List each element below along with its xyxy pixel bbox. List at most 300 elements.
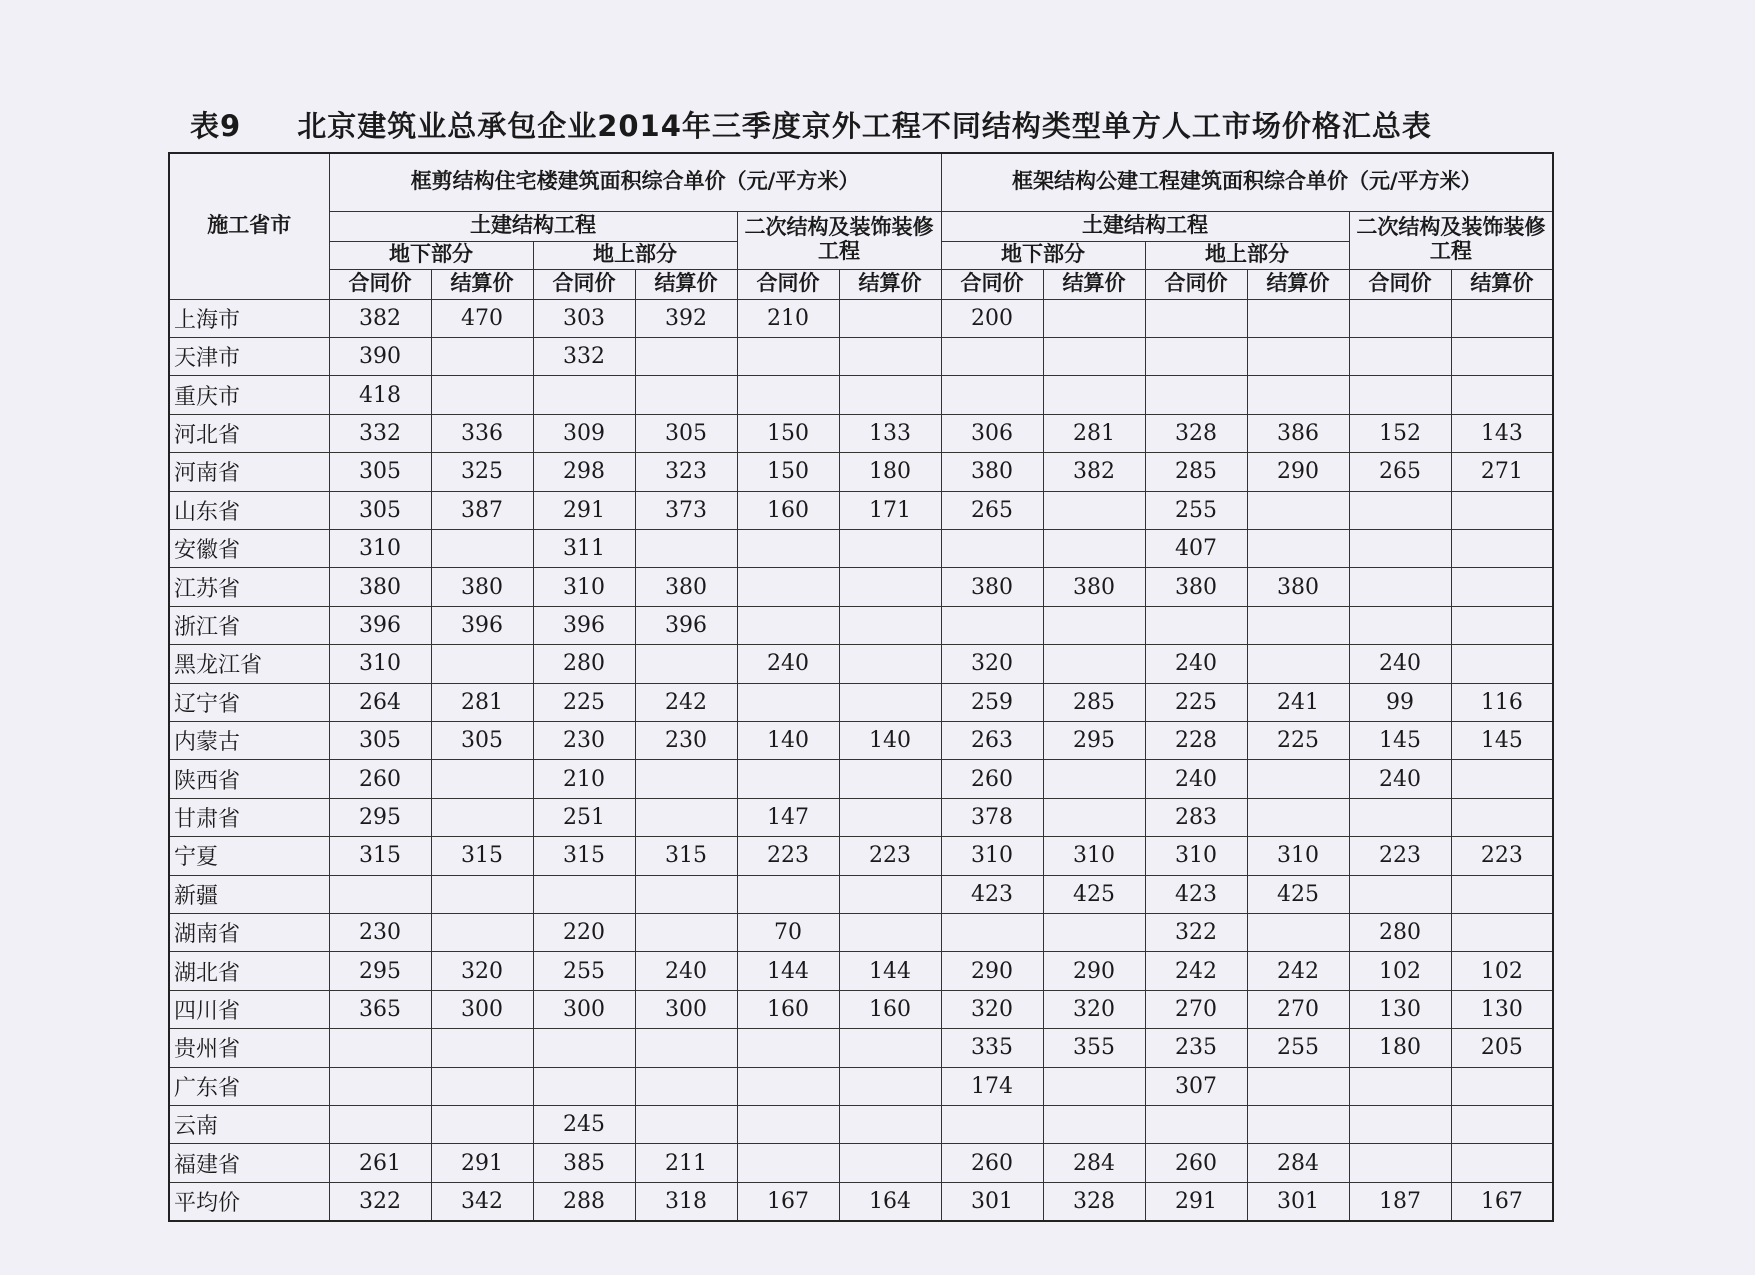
price-cell: 211: [635, 1144, 737, 1182]
price-cell: 187: [1349, 1182, 1451, 1221]
price-cell: 295: [329, 952, 431, 990]
province-cell: 宁夏: [169, 837, 329, 875]
price-cell: [1043, 299, 1145, 337]
province-cell: 平均价: [169, 1182, 329, 1221]
province-cell: 黑龙江省: [169, 645, 329, 683]
province-cell: 贵州省: [169, 1029, 329, 1067]
price-cell: 281: [431, 683, 533, 721]
price-cell: 332: [329, 414, 431, 452]
price-cell: [1349, 376, 1451, 414]
price-cell: 328: [1043, 1182, 1145, 1221]
price-cell: [1247, 337, 1349, 375]
price-cell: [1145, 299, 1247, 337]
price-cell: 284: [1247, 1144, 1349, 1182]
price-cell: [941, 1106, 1043, 1144]
table-row: [169, 299, 1553, 337]
price-cell: [839, 645, 941, 683]
price-cell: [839, 798, 941, 836]
table-number: 表9: [190, 109, 242, 143]
price-cell: 230: [533, 721, 635, 759]
price-cell: [941, 376, 1043, 414]
price-cell: 235: [1145, 1029, 1247, 1067]
price-cell: [1451, 606, 1553, 644]
price-cell: 380: [1145, 568, 1247, 606]
price-cell: [1451, 376, 1553, 414]
price-cell: 242: [1145, 952, 1247, 990]
price-cell: 310: [533, 568, 635, 606]
aboveground-header: 地上部分: [1145, 241, 1349, 269]
price-cell: 261: [329, 1144, 431, 1182]
price-cell: 255: [533, 952, 635, 990]
price-cell: 255: [1145, 491, 1247, 529]
price-cell: 240: [1349, 760, 1451, 798]
price-cell: 174: [941, 1067, 1043, 1105]
table-row: [169, 914, 1553, 952]
province-cell: 河北省: [169, 414, 329, 452]
price-cell: 290: [1043, 952, 1145, 990]
price-cell: 271: [1451, 453, 1553, 491]
table-row: [169, 606, 1553, 644]
price-cell: [1247, 606, 1349, 644]
settlement-price-header: 结算价: [635, 269, 737, 299]
aboveground-header: 地上部分: [533, 241, 737, 269]
price-cell: [737, 875, 839, 913]
price-cell: 380: [941, 453, 1043, 491]
price-cell: [431, 376, 533, 414]
table-row: [169, 491, 1553, 529]
price-cell: [1043, 376, 1145, 414]
price-cell: [431, 529, 533, 567]
province-cell: 内蒙古: [169, 721, 329, 759]
price-cell: [1145, 606, 1247, 644]
price-cell: [431, 760, 533, 798]
price-cell: [533, 1029, 635, 1067]
price-cell: [737, 568, 839, 606]
table-row: [169, 337, 1553, 375]
price-cell: 365: [329, 990, 431, 1028]
price-cell: 380: [431, 568, 533, 606]
price-cell: [635, 337, 737, 375]
price-cell: [1451, 337, 1553, 375]
price-cell: [839, 376, 941, 414]
table-row: [169, 1029, 1553, 1067]
price-cell: [329, 875, 431, 913]
price-cell: 130: [1349, 990, 1451, 1028]
settlement-price-header: 结算价: [1043, 269, 1145, 299]
price-cell: [635, 914, 737, 952]
table-row: [169, 414, 1553, 452]
price-cell: 285: [1145, 453, 1247, 491]
price-cell: 323: [635, 453, 737, 491]
price-cell: 223: [1451, 837, 1553, 875]
price-cell: [1349, 1144, 1451, 1182]
price-cell: [737, 529, 839, 567]
price-cell: [1451, 1067, 1553, 1105]
price-cell: 310: [329, 645, 431, 683]
price-cell: [1349, 1067, 1451, 1105]
province-cell: 上海市: [169, 299, 329, 337]
price-cell: 385: [533, 1144, 635, 1182]
contract-price-header: 合同价: [941, 269, 1043, 299]
price-cell: [431, 1067, 533, 1105]
price-cell: [329, 1106, 431, 1144]
contract-price-header: 合同价: [1145, 269, 1247, 299]
table-row: [169, 837, 1553, 875]
price-cell: [1349, 568, 1451, 606]
province-cell: 新疆: [169, 875, 329, 913]
price-cell: [1043, 1067, 1145, 1105]
price-cell: [1247, 1067, 1349, 1105]
price-cell: 245: [533, 1106, 635, 1144]
price-cell: 160: [737, 491, 839, 529]
civil-header: 土建结构工程: [941, 211, 1349, 241]
price-cell: 305: [635, 414, 737, 452]
price-cell: [1043, 645, 1145, 683]
price-cell: 133: [839, 414, 941, 452]
price-cell: [941, 606, 1043, 644]
price-cell: [431, 1029, 533, 1067]
price-cell: 311: [533, 529, 635, 567]
price-cell: 130: [1451, 990, 1553, 1028]
settlement-price-header: 结算价: [839, 269, 941, 299]
price-cell: [839, 606, 941, 644]
price-cell: 223: [839, 837, 941, 875]
price-cell: 387: [431, 491, 533, 529]
price-cell: [941, 337, 1043, 375]
table-row: [169, 952, 1553, 990]
price-cell: [737, 1106, 839, 1144]
price-cell: 390: [329, 337, 431, 375]
table-row: [169, 376, 1553, 414]
price-cell: [839, 1106, 941, 1144]
price-cell: [1349, 337, 1451, 375]
price-cell: [941, 529, 1043, 567]
table-title: 北京建筑业总承包企业2014年三季度京外工程不同结构类型单方人工市场价格汇总表: [297, 109, 1432, 143]
province-cell: 安徽省: [169, 529, 329, 567]
province-cell: 四川省: [169, 990, 329, 1028]
province-cell: 湖南省: [169, 914, 329, 952]
price-cell: 423: [1145, 875, 1247, 913]
price-cell: [1349, 606, 1451, 644]
price-cell: [1451, 1106, 1553, 1144]
price-cell: 102: [1451, 952, 1553, 990]
price-cell: [737, 683, 839, 721]
price-cell: 70: [737, 914, 839, 952]
price-table: [168, 152, 1554, 1222]
price-cell: [1043, 337, 1145, 375]
price-cell: [1145, 1106, 1247, 1144]
price-cell: 386: [1247, 414, 1349, 452]
contract-price-header: 合同价: [1349, 269, 1451, 299]
table-header: [169, 153, 1553, 299]
price-cell: [635, 1029, 737, 1067]
price-cell: 255: [1247, 1029, 1349, 1067]
price-cell: 315: [329, 837, 431, 875]
price-cell: 284: [1043, 1144, 1145, 1182]
price-cell: 152: [1349, 414, 1451, 452]
price-cell: 251: [533, 798, 635, 836]
price-cell: [1043, 606, 1145, 644]
secondary-header: 二次结构及装饰装修工程: [737, 211, 941, 269]
price-cell: 305: [431, 721, 533, 759]
price-cell: [1451, 760, 1553, 798]
price-cell: [839, 337, 941, 375]
price-cell: 228: [1145, 721, 1247, 759]
price-cell: 225: [1247, 721, 1349, 759]
price-cell: [1349, 875, 1451, 913]
price-cell: [1247, 376, 1349, 414]
price-cell: 373: [635, 491, 737, 529]
price-cell: 223: [1349, 837, 1451, 875]
price-cell: [533, 875, 635, 913]
price-cell: [1451, 568, 1553, 606]
province-cell: 辽宁省: [169, 683, 329, 721]
price-cell: 332: [533, 337, 635, 375]
price-cell: 240: [1145, 760, 1247, 798]
price-cell: 305: [329, 491, 431, 529]
price-cell: 265: [941, 491, 1043, 529]
table-row: [169, 529, 1553, 567]
price-cell: 318: [635, 1182, 737, 1221]
price-cell: [431, 337, 533, 375]
price-cell: 355: [1043, 1029, 1145, 1067]
table-row: [169, 1106, 1553, 1144]
price-cell: 425: [1247, 875, 1349, 913]
price-cell: 145: [1349, 721, 1451, 759]
price-cell: 270: [1145, 990, 1247, 1028]
price-cell: [635, 645, 737, 683]
price-cell: 280: [533, 645, 635, 683]
price-cell: [1451, 1144, 1553, 1182]
price-cell: 396: [635, 606, 737, 644]
price-cell: 160: [737, 990, 839, 1028]
price-cell: [1451, 914, 1553, 952]
price-cell: 382: [329, 299, 431, 337]
price-cell: [1145, 376, 1247, 414]
price-cell: [1349, 491, 1451, 529]
price-cell: [1043, 1106, 1145, 1144]
price-cell: 116: [1451, 683, 1553, 721]
province-cell: 广东省: [169, 1067, 329, 1105]
price-cell: [1145, 337, 1247, 375]
price-cell: 240: [1145, 645, 1247, 683]
province-cell: 云南: [169, 1106, 329, 1144]
price-cell: [1451, 798, 1553, 836]
price-cell: 150: [737, 414, 839, 452]
price-cell: 315: [635, 837, 737, 875]
price-cell: 335: [941, 1029, 1043, 1067]
price-cell: 210: [737, 299, 839, 337]
price-cell: 160: [839, 990, 941, 1028]
price-cell: [431, 914, 533, 952]
group-frame-header: 框架结构公建工程建筑面积综合单价（元/平方米）: [941, 153, 1553, 211]
price-cell: 290: [941, 952, 1043, 990]
price-cell: [1247, 1106, 1349, 1144]
price-cell: 407: [1145, 529, 1247, 567]
price-cell: 291: [533, 491, 635, 529]
price-cell: [737, 1067, 839, 1105]
price-cell: 425: [1043, 875, 1145, 913]
price-cell: [839, 1067, 941, 1105]
province-cell: 浙江省: [169, 606, 329, 644]
price-cell: 300: [431, 990, 533, 1028]
price-cell: 380: [1043, 568, 1145, 606]
page-title: [190, 104, 1570, 145]
table-row: [169, 721, 1553, 759]
price-cell: 205: [1451, 1029, 1553, 1067]
price-cell: [839, 1029, 941, 1067]
price-cell: 418: [329, 376, 431, 414]
price-cell: [737, 376, 839, 414]
price-cell: [1451, 491, 1553, 529]
price-cell: 305: [329, 453, 431, 491]
underground-header: 地下部分: [941, 241, 1145, 269]
underground-header: 地下部分: [329, 241, 533, 269]
province-cell: 江苏省: [169, 568, 329, 606]
group-frame-shear-header: 框剪结构住宅楼建筑面积综合单价（元/平方米）: [329, 153, 941, 211]
table-row: [169, 875, 1553, 913]
price-cell: [737, 760, 839, 798]
price-type-header-row: [169, 269, 1553, 299]
price-cell: [1043, 491, 1145, 529]
price-cell: 230: [329, 914, 431, 952]
price-cell: [1043, 529, 1145, 567]
price-cell: 396: [329, 606, 431, 644]
table-row: [169, 568, 1553, 606]
price-cell: [533, 376, 635, 414]
price-cell: 380: [635, 568, 737, 606]
contract-price-header: 合同价: [533, 269, 635, 299]
province-cell: 天津市: [169, 337, 329, 375]
price-cell: [737, 1029, 839, 1067]
price-cell: [737, 606, 839, 644]
price-cell: 378: [941, 798, 1043, 836]
price-cell: 291: [431, 1144, 533, 1182]
price-cell: 225: [533, 683, 635, 721]
table-row: [169, 1182, 1553, 1221]
settlement-price-header: 结算价: [1247, 269, 1349, 299]
price-cell: 310: [941, 837, 1043, 875]
price-cell: [1451, 875, 1553, 913]
price-cell: 322: [329, 1182, 431, 1221]
price-cell: [737, 337, 839, 375]
price-cell: [737, 1144, 839, 1182]
price-cell: [1247, 529, 1349, 567]
price-cell: 328: [1145, 414, 1247, 452]
price-cell: [1247, 914, 1349, 952]
price-cell: 281: [1043, 414, 1145, 452]
province-cell: 山东省: [169, 491, 329, 529]
price-cell: [941, 914, 1043, 952]
price-cell: 260: [329, 760, 431, 798]
price-cell: 300: [635, 990, 737, 1028]
price-cell: [431, 798, 533, 836]
price-cell: 283: [1145, 798, 1247, 836]
price-cell: [1247, 491, 1349, 529]
price-cell: 298: [533, 453, 635, 491]
price-cell: 260: [1145, 1144, 1247, 1182]
price-cell: 263: [941, 721, 1043, 759]
table-row: [169, 1067, 1553, 1105]
price-cell: 310: [1145, 837, 1247, 875]
table-body: [169, 299, 1553, 1221]
price-cell: [635, 798, 737, 836]
price-cell: [329, 1067, 431, 1105]
price-cell: 285: [1043, 683, 1145, 721]
price-cell: 288: [533, 1182, 635, 1221]
price-cell: 242: [635, 683, 737, 721]
province-column-header: 施工省市: [169, 153, 329, 299]
price-cell: 270: [1247, 990, 1349, 1028]
price-cell: 230: [635, 721, 737, 759]
price-cell: [1349, 529, 1451, 567]
price-cell: [839, 1144, 941, 1182]
table-row: [169, 760, 1553, 798]
province-cell: 福建省: [169, 1144, 329, 1182]
price-cell: [431, 645, 533, 683]
price-cell: 470: [431, 299, 533, 337]
province-cell: 重庆市: [169, 376, 329, 414]
secondary-header: 二次结构及装饰装修工程: [1349, 211, 1553, 269]
price-cell: 307: [1145, 1067, 1247, 1105]
price-cell: 164: [839, 1182, 941, 1221]
price-cell: [635, 875, 737, 913]
price-cell: 143: [1451, 414, 1553, 452]
settlement-price-header: 结算价: [1451, 269, 1553, 299]
price-cell: 300: [533, 990, 635, 1028]
table-row: [169, 683, 1553, 721]
price-cell: 396: [533, 606, 635, 644]
price-cell: 380: [329, 568, 431, 606]
price-cell: [839, 529, 941, 567]
price-cell: 315: [431, 837, 533, 875]
price-cell: 310: [329, 529, 431, 567]
price-cell: 301: [1247, 1182, 1349, 1221]
price-cell: [839, 875, 941, 913]
price-cell: [431, 875, 533, 913]
price-cell: [1349, 1106, 1451, 1144]
price-cell: [533, 1067, 635, 1105]
price-cell: 325: [431, 453, 533, 491]
price-cell: 380: [941, 568, 1043, 606]
price-cell: [1247, 299, 1349, 337]
price-cell: 99: [1349, 683, 1451, 721]
price-cell: 322: [1145, 914, 1247, 952]
price-cell: [635, 529, 737, 567]
price-cell: [1247, 798, 1349, 836]
table-row: [169, 645, 1553, 683]
price-cell: 102: [1349, 952, 1451, 990]
price-cell: 290: [1247, 453, 1349, 491]
price-cell: 150: [737, 453, 839, 491]
price-cell: 140: [839, 721, 941, 759]
price-cell: 240: [635, 952, 737, 990]
price-cell: [635, 1106, 737, 1144]
price-cell: 180: [1349, 1029, 1451, 1067]
price-cell: [1043, 760, 1145, 798]
price-cell: 144: [839, 952, 941, 990]
price-cell: 320: [431, 952, 533, 990]
table-row: [169, 990, 1553, 1028]
price-cell: 310: [1247, 837, 1349, 875]
price-cell: 342: [431, 1182, 533, 1221]
price-cell: 223: [737, 837, 839, 875]
province-cell: 湖北省: [169, 952, 329, 990]
price-cell: 144: [737, 952, 839, 990]
price-cell: 171: [839, 491, 941, 529]
price-cell: 320: [941, 645, 1043, 683]
price-cell: 309: [533, 414, 635, 452]
